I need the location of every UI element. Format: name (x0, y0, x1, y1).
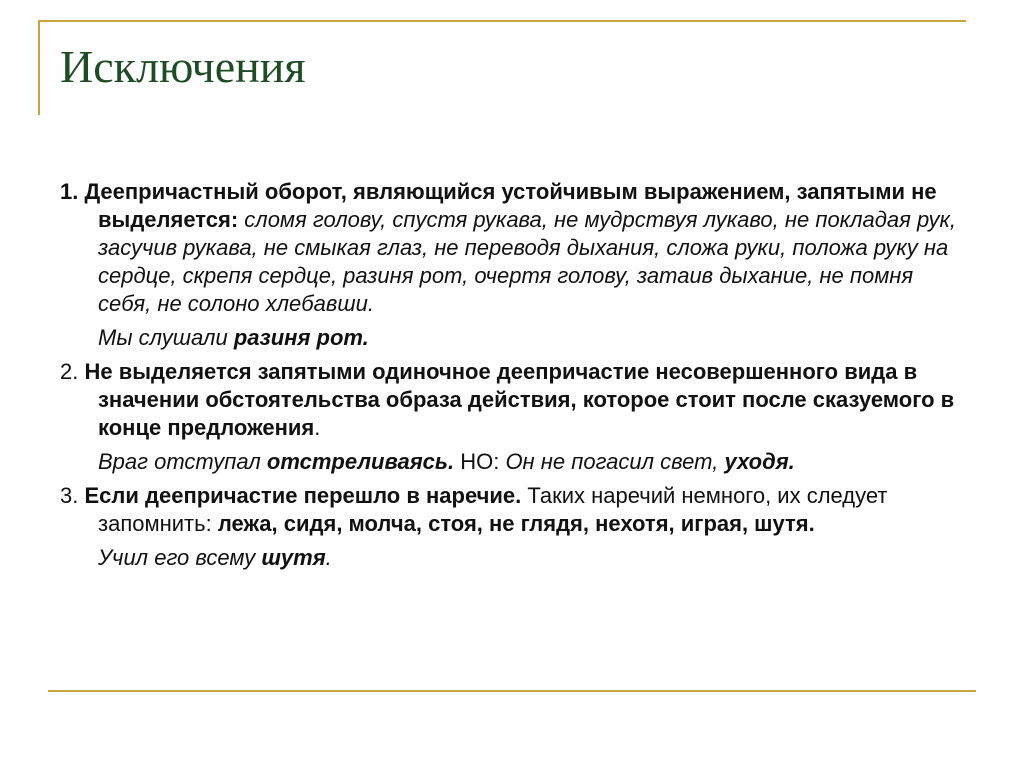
example-3 (60, 544, 970, 572)
example-2-no: НО: (460, 449, 500, 474)
rule-text-3: Если деепричастие перешло в наречие. (84, 483, 522, 508)
rule-text-3-normal: Таких наречий немного, их следует запомнить: (98, 483, 888, 536)
top-accent-line (38, 20, 966, 22)
rule-text-2-end: . (314, 415, 321, 440)
rule-number-2: 2. (60, 359, 79, 384)
example-3-end: . (325, 545, 332, 570)
example-2-prefix: Враг отступал (98, 449, 261, 474)
adverb-list: лежа, сидя, молча, стоя, не глядя, нехотя, играя, шутя. (217, 511, 815, 536)
example-2-highlight-2: уходя. (724, 449, 795, 474)
idiom-list: сломя голову, спустя рукава, не мудрствуя лукаво, не покладая рук, засучив рукава, не смыкая глаз, не переводя дыхания, сложа руки, положа руку на сердце, скрепя сердце, разиня рот, очертя голову, затаив дыхание, не помня себя, не солоно хлебавши. (98, 207, 956, 316)
example-1-prefix: Мы слушали (98, 325, 228, 350)
rule-number-3: 3. (60, 483, 79, 508)
rule-item-2 (60, 358, 970, 442)
example-2-middle: Он не погасил свет, (505, 449, 719, 474)
rule-item-3 (60, 482, 970, 538)
example-2-highlight-1: отстреливаясь. (266, 449, 455, 474)
rule-text-1: Деепричастный оборот, являющийся устойчивым выражением, запятыми не выделяется: (84, 179, 937, 232)
example-2 (60, 448, 970, 476)
bottom-accent-line (48, 690, 976, 692)
example-3-highlight: шутя (261, 545, 326, 570)
example-1-highlight: разиня рот. (233, 325, 369, 350)
rule-item-1 (60, 178, 970, 318)
slide-title: Исключения (60, 41, 306, 92)
slide-content (60, 178, 970, 572)
example-1 (60, 324, 970, 352)
example-3-prefix: Учил его всему (98, 545, 256, 570)
rule-text-2: Не выделяется запятыми одиночное деепричастие несовершенного вида в значении обстоятельства образа действия, которое стоит после сказуемого в конце предложения (84, 359, 955, 440)
rule-number-1: 1. (60, 179, 79, 204)
left-accent-line (38, 20, 40, 115)
